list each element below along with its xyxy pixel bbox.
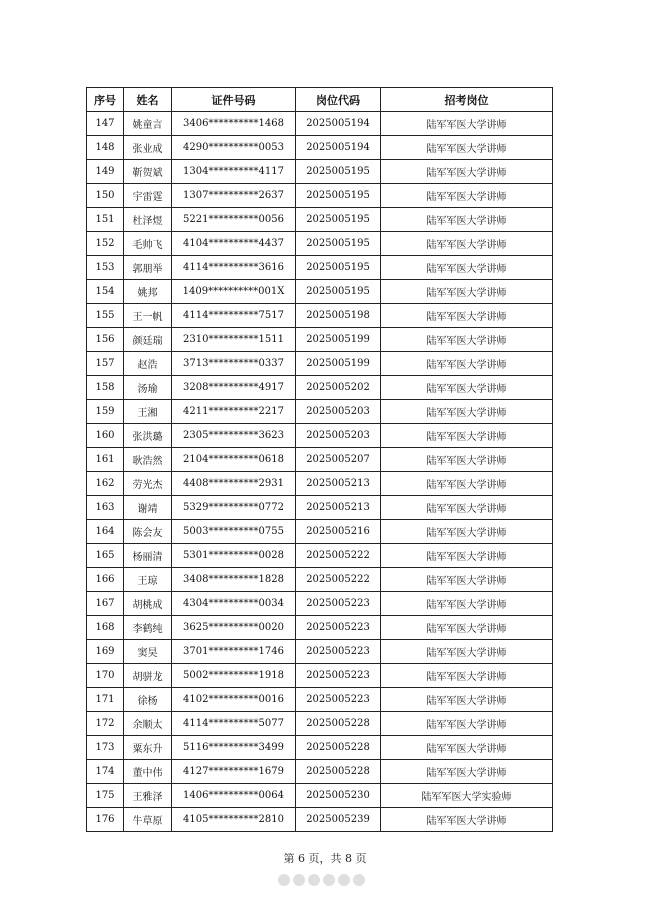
cell-name: 胡桃成 <box>124 592 172 616</box>
table-row <box>87 496 553 520</box>
header-row <box>87 88 553 112</box>
cell-id-number: 4104**********4437 <box>172 232 296 256</box>
cell-post: 陆军军医大学讲师 <box>381 136 553 160</box>
cell-id-number: 4114**********3616 <box>172 256 296 280</box>
cell-id-number: 1307**********2637 <box>172 184 296 208</box>
cell-seq: 175 <box>87 784 124 808</box>
cell-post: 陆军军医大学讲师 <box>381 256 553 280</box>
cell-post-code: 2025005213 <box>296 496 381 520</box>
cell-post-code: 2025005199 <box>296 328 381 352</box>
cell-id-number: 5301**********0028 <box>172 544 296 568</box>
cell-post-code: 2025005195 <box>296 256 381 280</box>
cell-post: 陆军军医大学讲师 <box>381 520 553 544</box>
cell-seq: 174 <box>87 760 124 784</box>
table-row <box>87 472 553 496</box>
cell-name: 王雅泽 <box>124 784 172 808</box>
table-row <box>87 352 553 376</box>
cell-post-code: 2025005223 <box>296 688 381 712</box>
cell-id-number: 1409**********001X <box>172 280 296 304</box>
table-row <box>87 760 553 784</box>
cell-seq: 176 <box>87 808 124 832</box>
cell-post: 陆军军医大学讲师 <box>381 472 553 496</box>
table-row <box>87 808 553 832</box>
cell-name: 牛草原 <box>124 808 172 832</box>
cell-post-code: 2025005223 <box>296 616 381 640</box>
cell-post-code: 2025005216 <box>296 520 381 544</box>
cell-seq: 169 <box>87 640 124 664</box>
cell-post: 陆军军医大学讲师 <box>381 112 553 136</box>
cell-id-number: 3625**********0020 <box>172 616 296 640</box>
cell-seq: 168 <box>87 616 124 640</box>
cell-post-code: 2025005230 <box>296 784 381 808</box>
cell-id-number: 3406**********1468 <box>172 112 296 136</box>
cell-seq: 157 <box>87 352 124 376</box>
header-post-code: 岗位代码 <box>296 88 381 112</box>
cell-post: 陆军军医大学讲师 <box>381 208 553 232</box>
table-row <box>87 112 553 136</box>
cell-name: 谢靖 <box>124 496 172 520</box>
cell-name: 王湘 <box>124 400 172 424</box>
cell-post-code: 2025005222 <box>296 568 381 592</box>
cell-id-number: 4102**********0016 <box>172 688 296 712</box>
table-row <box>87 424 553 448</box>
cell-seq: 172 <box>87 712 124 736</box>
cell-id-number: 4211**********2217 <box>172 400 296 424</box>
cell-name: 赵浩 <box>124 352 172 376</box>
cell-post-code: 2025005194 <box>296 112 381 136</box>
cell-post-code: 2025005228 <box>296 712 381 736</box>
table-row <box>87 544 553 568</box>
cell-post-code: 2025005203 <box>296 424 381 448</box>
cell-name: 胡骈龙 <box>124 664 172 688</box>
cell-id-number: 5116**********3499 <box>172 736 296 760</box>
cell-id-number: 4114**********7517 <box>172 304 296 328</box>
cell-name: 耿浩然 <box>124 448 172 472</box>
cell-seq: 149 <box>87 160 124 184</box>
cell-post: 陆军军医大学讲师 <box>381 544 553 568</box>
header-id-number: 证件号码 <box>172 88 296 112</box>
cell-seq: 167 <box>87 592 124 616</box>
cell-name: 陈会友 <box>124 520 172 544</box>
cell-name: 余顺太 <box>124 712 172 736</box>
table-row <box>87 688 553 712</box>
cell-post-code: 2025005195 <box>296 208 381 232</box>
table-row <box>87 328 553 352</box>
cell-post: 陆军军医大学讲师 <box>381 352 553 376</box>
table-row <box>87 400 553 424</box>
cell-seq: 170 <box>87 664 124 688</box>
cell-id-number: 3701**********1746 <box>172 640 296 664</box>
cell-id-number: 4304**********0034 <box>172 592 296 616</box>
cell-post: 陆军军医大学讲师 <box>381 160 553 184</box>
cell-post-code: 2025005223 <box>296 664 381 688</box>
table-row <box>87 664 553 688</box>
table-row <box>87 376 553 400</box>
cell-seq: 163 <box>87 496 124 520</box>
cell-post-code: 2025005207 <box>296 448 381 472</box>
cell-post-code: 2025005195 <box>296 184 381 208</box>
cell-name: 毛帅飞 <box>124 232 172 256</box>
table-row <box>87 640 553 664</box>
cell-post: 陆军军医大学讲师 <box>381 424 553 448</box>
cell-id-number: 5002**********1918 <box>172 664 296 688</box>
cell-post: 陆军军医大学讲师 <box>381 760 553 784</box>
cell-post: 陆军军医大学讲师 <box>381 808 553 832</box>
cell-name: 王一帆 <box>124 304 172 328</box>
header-name: 姓名 <box>124 88 172 112</box>
cell-seq: 160 <box>87 424 124 448</box>
cell-name: 张洪璐 <box>124 424 172 448</box>
cell-post-code: 2025005239 <box>296 808 381 832</box>
table-row <box>87 160 553 184</box>
cell-post-code: 2025005203 <box>296 400 381 424</box>
cell-name: 杜泽煜 <box>124 208 172 232</box>
table-row <box>87 736 553 760</box>
roster-table <box>86 87 553 832</box>
cell-seq: 148 <box>87 136 124 160</box>
cell-post: 陆军军医大学讲师 <box>381 496 553 520</box>
table-row <box>87 712 553 736</box>
cell-id-number: 1406**********0064 <box>172 784 296 808</box>
cell-post-code: 2025005213 <box>296 472 381 496</box>
cell-name: 杨丽清 <box>124 544 172 568</box>
cell-post: 陆军军医大学实验师 <box>381 784 553 808</box>
cell-post: 陆军军医大学讲师 <box>381 592 553 616</box>
cell-post: 陆军军医大学讲师 <box>381 616 553 640</box>
cell-id-number: 3713**********0337 <box>172 352 296 376</box>
cell-seq: 152 <box>87 232 124 256</box>
cell-name: 张业成 <box>124 136 172 160</box>
cell-post: 陆军军医大学讲师 <box>381 448 553 472</box>
watermark-logo <box>278 873 378 887</box>
cell-post: 陆军军医大学讲师 <box>381 376 553 400</box>
cell-name: 汤瑜 <box>124 376 172 400</box>
cell-id-number: 5003**********0755 <box>172 520 296 544</box>
cell-id-number: 2305**********3623 <box>172 424 296 448</box>
cell-seq: 165 <box>87 544 124 568</box>
cell-id-number: 4114**********5077 <box>172 712 296 736</box>
cell-seq: 154 <box>87 280 124 304</box>
cell-post-code: 2025005194 <box>296 136 381 160</box>
cell-name: 董中伟 <box>124 760 172 784</box>
cell-id-number: 4127**********1679 <box>172 760 296 784</box>
cell-name: 郭朋举 <box>124 256 172 280</box>
cell-post-code: 2025005195 <box>296 232 381 256</box>
table-row <box>87 232 553 256</box>
table-row <box>87 208 553 232</box>
cell-name: 粟东升 <box>124 736 172 760</box>
cell-name: 李鹤纯 <box>124 616 172 640</box>
table-row <box>87 184 553 208</box>
cell-seq: 147 <box>87 112 124 136</box>
cell-name: 宇雷霆 <box>124 184 172 208</box>
cell-post-code: 2025005195 <box>296 280 381 304</box>
table-row <box>87 616 553 640</box>
cell-id-number: 2310**********1511 <box>172 328 296 352</box>
header-seq: 序号 <box>87 88 124 112</box>
cell-seq: 150 <box>87 184 124 208</box>
cell-seq: 171 <box>87 688 124 712</box>
cell-seq: 161 <box>87 448 124 472</box>
cell-post: 陆军军医大学讲师 <box>381 304 553 328</box>
cell-id-number: 4105**********2810 <box>172 808 296 832</box>
cell-post-code: 2025005202 <box>296 376 381 400</box>
cell-name: 徐杨 <box>124 688 172 712</box>
cell-id-number: 3408**********1828 <box>172 568 296 592</box>
table-row <box>87 568 553 592</box>
cell-post: 陆军军医大学讲师 <box>381 184 553 208</box>
cell-id-number: 5221**********0056 <box>172 208 296 232</box>
page-footer: 第 6 页，共 8 页 <box>283 852 367 865</box>
cell-name: 王琼 <box>124 568 172 592</box>
cell-post: 陆军军医大学讲师 <box>381 280 553 304</box>
table-row <box>87 520 553 544</box>
cell-id-number: 4290**********0053 <box>172 136 296 160</box>
cell-post: 陆军军医大学讲师 <box>381 328 553 352</box>
cell-post-code: 2025005199 <box>296 352 381 376</box>
table-row <box>87 280 553 304</box>
cell-post-code: 2025005223 <box>296 640 381 664</box>
table-row <box>87 304 553 328</box>
cell-post: 陆军军医大学讲师 <box>381 640 553 664</box>
cell-post: 陆军军医大学讲师 <box>381 688 553 712</box>
cell-seq: 162 <box>87 472 124 496</box>
cell-name: 劳光杰 <box>124 472 172 496</box>
roster-body <box>87 112 553 832</box>
header-post: 招考岗位 <box>381 88 553 112</box>
cell-post-code: 2025005228 <box>296 760 381 784</box>
cell-id-number: 3208**********4917 <box>172 376 296 400</box>
cell-seq: 156 <box>87 328 124 352</box>
cell-post: 陆军军医大学讲师 <box>381 232 553 256</box>
cell-name: 窦昊 <box>124 640 172 664</box>
cell-name: 靳贺斌 <box>124 160 172 184</box>
cell-id-number: 4408**********2931 <box>172 472 296 496</box>
cell-seq: 159 <box>87 400 124 424</box>
cell-post-code: 2025005195 <box>296 160 381 184</box>
cell-seq: 164 <box>87 520 124 544</box>
cell-seq: 153 <box>87 256 124 280</box>
cell-id-number: 2104**********0618 <box>172 448 296 472</box>
cell-post: 陆军军医大学讲师 <box>381 664 553 688</box>
table-row <box>87 136 553 160</box>
cell-post: 陆军军医大学讲师 <box>381 712 553 736</box>
cell-post-code: 2025005222 <box>296 544 381 568</box>
table-row <box>87 592 553 616</box>
cell-post: 陆军军医大学讲师 <box>381 736 553 760</box>
table-row <box>87 448 553 472</box>
table-row <box>87 784 553 808</box>
cell-name: 姚童言 <box>124 112 172 136</box>
cell-name: 颜廷瑞 <box>124 328 172 352</box>
cell-seq: 173 <box>87 736 124 760</box>
cell-id-number: 5329**********0772 <box>172 496 296 520</box>
cell-seq: 158 <box>87 376 124 400</box>
cell-post-code: 2025005228 <box>296 736 381 760</box>
cell-seq: 155 <box>87 304 124 328</box>
cell-seq: 166 <box>87 568 124 592</box>
table-row <box>87 256 553 280</box>
cell-post: 陆军军医大学讲师 <box>381 400 553 424</box>
cell-post: 陆军军医大学讲师 <box>381 568 553 592</box>
cell-post-code: 2025005198 <box>296 304 381 328</box>
cell-post-code: 2025005223 <box>296 592 381 616</box>
cell-name: 姚邦 <box>124 280 172 304</box>
cell-seq: 151 <box>87 208 124 232</box>
cell-id-number: 1304**********4117 <box>172 160 296 184</box>
